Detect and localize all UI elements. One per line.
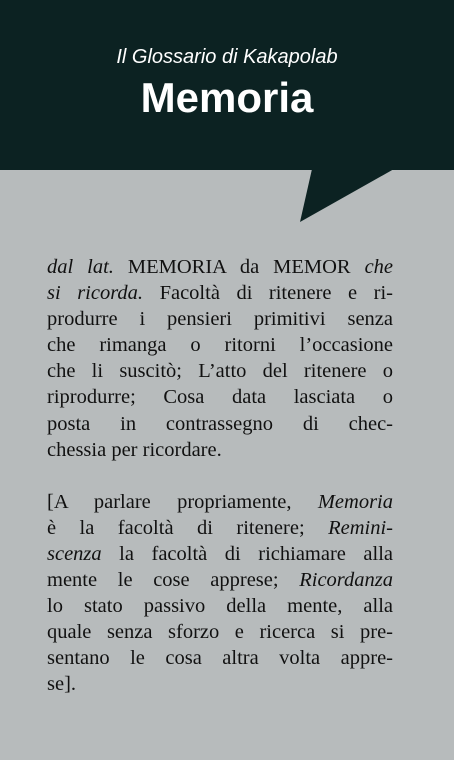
text-run: se].	[47, 673, 77, 696]
text-line	[47, 593, 393, 619]
text-line	[47, 541, 393, 567]
italic-text: scenza	[47, 542, 102, 565]
glossary-subtitle: Il Glossario di Kakapolab	[116, 46, 338, 68]
text-line	[47, 280, 393, 306]
definition-paragraph	[47, 254, 393, 463]
italic-text: Ricordanza	[299, 569, 393, 592]
text-run: mente le cose apprese;	[47, 569, 300, 592]
italic-text: che	[364, 256, 394, 278]
text-line	[47, 489, 393, 515]
text-run: quale senza sforzo e ricerca si pre-	[47, 621, 393, 644]
page-title: Memoria	[140, 74, 314, 121]
text-run: produrre i pensieri primitivi senza	[47, 308, 393, 331]
text-run: chessia per ricordare.	[47, 438, 222, 461]
text-run: è la facoltà di ritenere;	[47, 516, 329, 539]
text-run: sentano le cosa altra volta appre-	[47, 647, 393, 670]
speech-bubble-tail	[0, 0, 454, 230]
text-run: MEMORIA da MEMOR	[113, 256, 365, 278]
text-line	[47, 358, 393, 384]
text-line	[47, 306, 393, 332]
text-line	[47, 515, 393, 541]
text-line	[47, 384, 393, 410]
text-line	[47, 645, 393, 671]
text-run: Facoltà di ritenere e ri-	[143, 282, 393, 305]
text-run: che rimanga o ritorni l’occasione	[47, 334, 393, 357]
text-run: riprodurre; Cosa data lasciata o	[47, 386, 393, 409]
text-line	[47, 619, 393, 645]
text-run: la facoltà di richiamare alla	[101, 542, 393, 565]
italic-text: Memoria	[317, 490, 393, 513]
italic-text: dal lat.	[47, 256, 114, 278]
italic-text: si ricorda.	[47, 282, 144, 305]
text-run: lo stato passivo della mente, alla	[47, 595, 393, 618]
text-run: posta in contrassegno di chec-	[47, 412, 393, 435]
text-line	[47, 437, 393, 463]
text-run: [A parlare propriamente,	[47, 490, 318, 513]
text-line	[47, 332, 393, 358]
text-line	[47, 567, 393, 593]
text-line	[47, 411, 393, 437]
text-line	[47, 254, 393, 280]
note-paragraph	[47, 489, 393, 698]
italic-text: Remini-	[328, 516, 393, 539]
glossary-entry	[47, 254, 393, 724]
text-run: che li suscitò; L’atto del ritenere o	[47, 360, 393, 383]
text-line	[47, 671, 393, 697]
